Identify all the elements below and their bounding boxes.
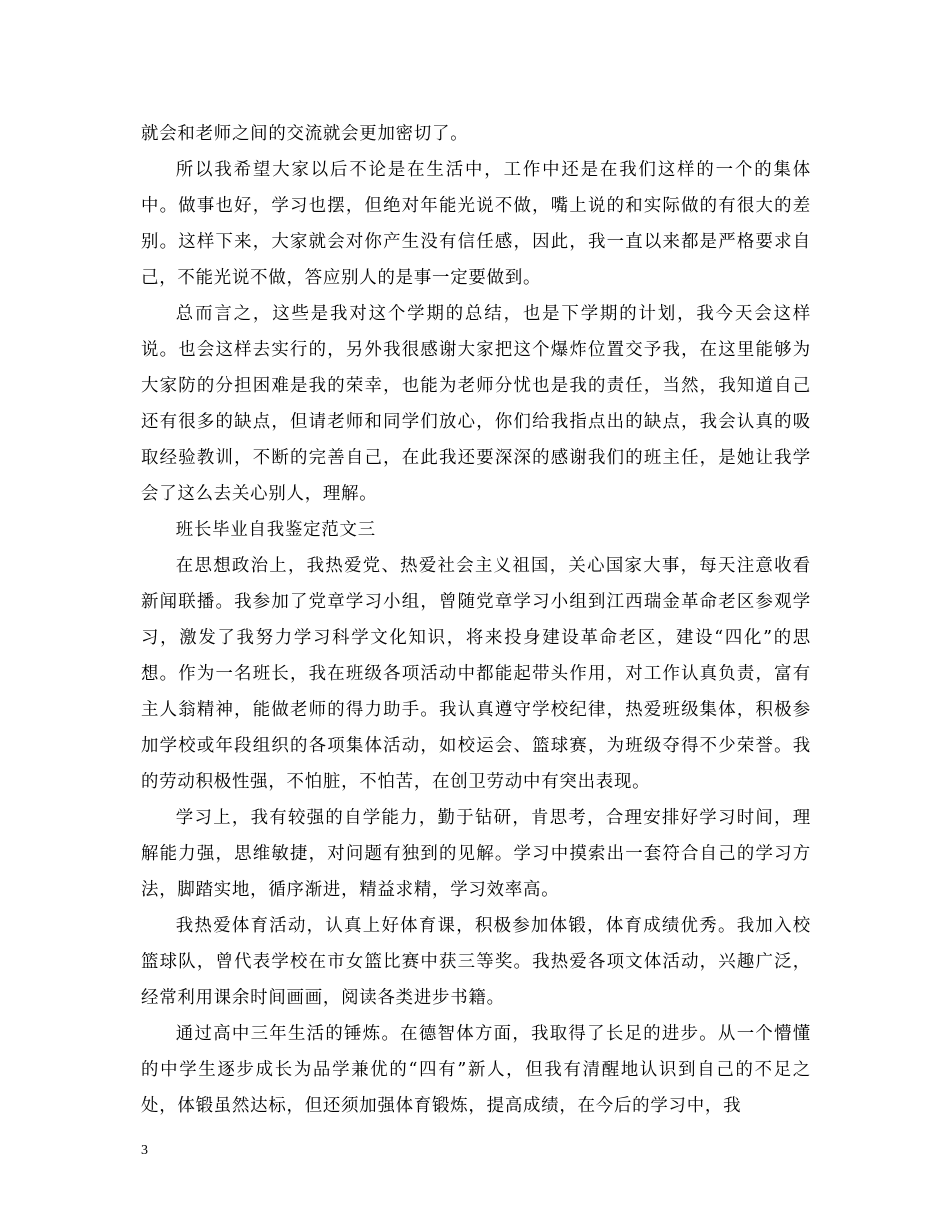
paragraph: 学习上，我有较强的自学能力，勤于钻研，肯思考，合理安排好学习时间，理解能力强，思维敏捷，对问题有独到的见解。学习中摸索出一套符合自己的学习方法，脚踏实地，循序渐进，精益求精，学习效率高。 [141, 808, 811, 900]
document-body [141, 116, 811, 1124]
paragraph: 我热爱体育活动，认真上好体育课，积极参加体锻，体育成绩优秀。我加入校篮球队，曾代表学校在市女篮比赛中获三等奖。我热爱各项文体活动，兴趣广泛，经常利用课余时间画画，阅读各类进步书籍。 [141, 916, 811, 1008]
paragraph: 在思想政治上，我热爱党、热爱社会主义祖国，关心国家大事，每天注意收看新闻联播。我参加了党章学习小组，曾随党章学习小组到江西瑞金革命老区参观学习，激发了我努力学习科学文化知识，将来投身建设革命老区，建设“四化”的思想。作为一名班长，我在班级各项活动中都能起带头作用，对工作认真负责，富有主人翁精神，能做老师的得力助手。我认真遵守学校纪律，热爱班级集体，积极参加学校或年段组织的各项集体活动，如校运会、篮球赛，为班级夺得不少荣誉。我的劳动积极性强，不怕脏，不怕苦，在创卫劳动中有突出表现。 [141, 556, 811, 792]
paragraph: 就会和老师之间的交流就会更加密切了。 [141, 124, 469, 144]
paragraph: 通过高中三年生活的锤炼。在德智体方面，我取得了长足的进步。从一个懵懂的中学生逐步成长为品学兼优的“四有”新人，但我有清醒地认识到自己的不足之处，体锻虽然达标，但还须加强体育锻炼，提高成绩，在今后的学习中，我 [141, 1024, 811, 1116]
page-number: 3 [141, 1143, 148, 1158]
section-heading: 班长毕业自我鉴定范文三 [175, 520, 376, 540]
paragraph: 所以我希望大家以后不论是在生活中，工作中还是在我们这样的一个的集体中。做事也好，学习也摆，但绝对年能光说不做，嘴上说的和实际做的有很大的差别。这样下来，大家就会对你产生没有信任感，因此，我一直以来都是严格要求自己，不能光说不做，答应别人的是事一定要做到。 [141, 160, 811, 288]
paragraph: 总而言之，这些是我对这个学期的总结，也是下学期的计划，我今天会这样说。也会这样去实行的，另外我很感谢大家把这个爆炸位置交予我，在这里能够为大家防的分担困难是我的荣幸，也能为老师分忧也是我的责任，当然，我知道自己还有很多的缺点，但请老师和同学们放心，你们给我指点出的缺点，我会认真的吸取经验教训，不断的完善自己，在此我还要深深的感谢我们的班主任，是她让我学会了这么去关心别人，理解。 [141, 304, 811, 504]
